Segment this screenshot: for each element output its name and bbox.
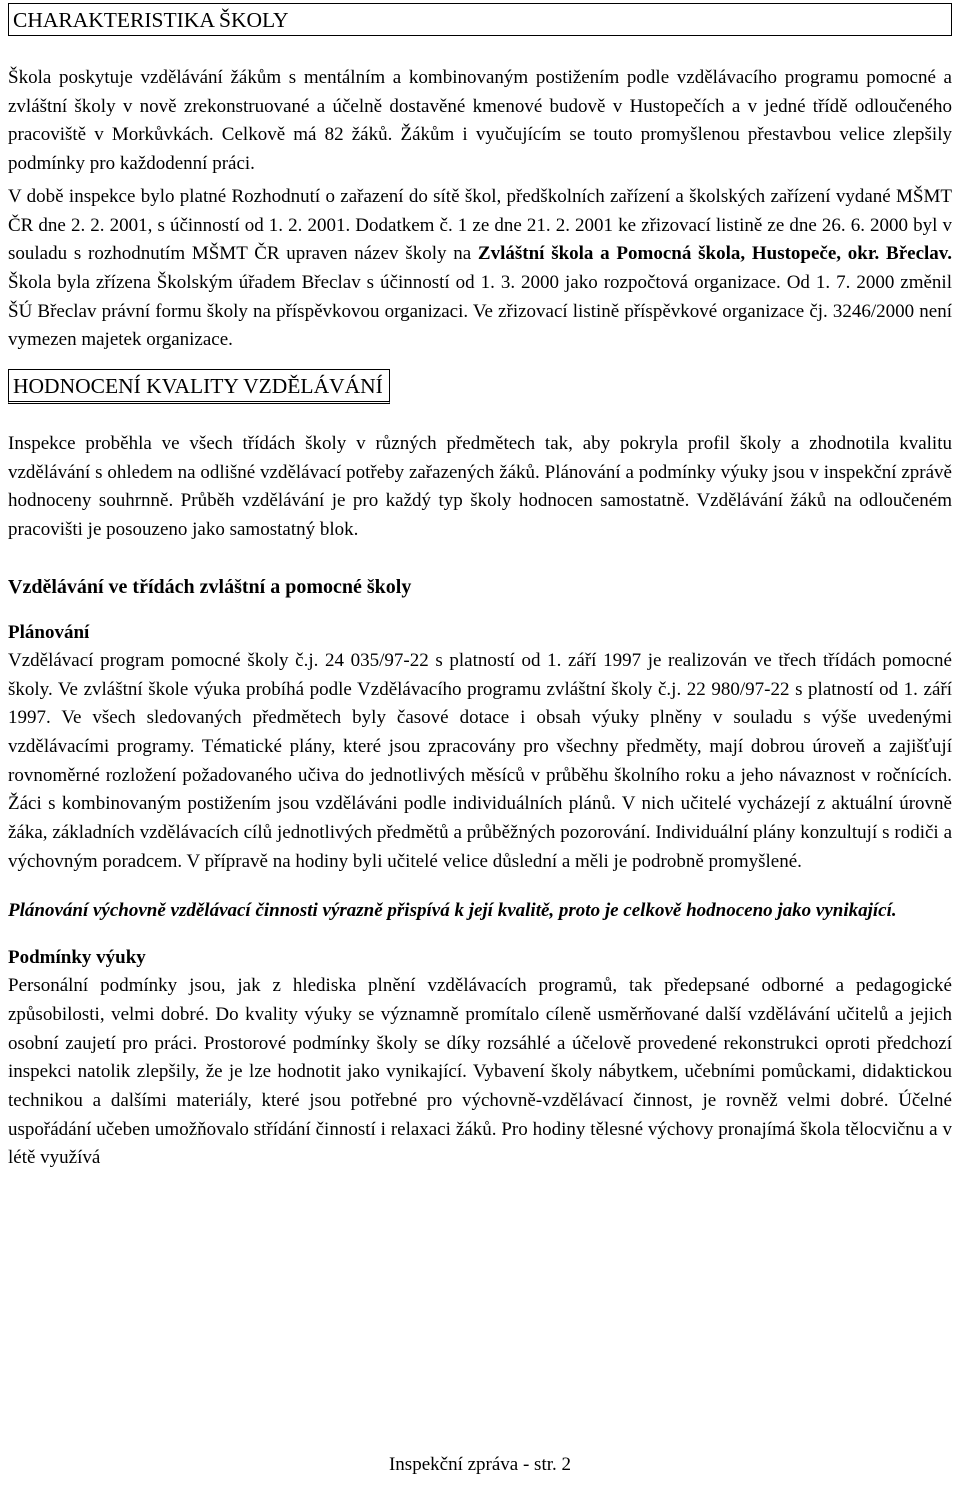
- paragraph-inspection-scope: Inspekce proběhla ve všech třídách školy v různých předmětech tak, aby pokryla profil školy a zhodnotila kvalitu vzdělávání s ohledem na odlišné vzdělávací potřeby zařazených žáků. Plánování a podmínky výuky jsou v inspekční zprávě hodnoceny souhrnně. Průběh vzdělávání je pro každý typ školy hodnocen samostatně. Vzdělávání žáků na odloučeném pracovišti je posouzeno jako samostatný blok.: [8, 433, 952, 541]
- paragraph-school-profile: Škola poskytuje vzdělávání žákům s mentálním a kombinovaným postižením podle vzdělávacího programu pomocné a zvláštní školy v nově zrekonstruované a účelně dostavěné kmenové budově v Hustopečích a v jedné třídě odloučeného pracoviště v Morkůvkách. Celkově má 82 žáků. Žákům i vyučujícím se touto promyšlenou přestavbou velice zlepšily podmínky pro každodenní práci.: [8, 67, 952, 175]
- paragraph-planning: Vzdělávací program pomocné školy č.j. 24 035/97-22 s platností od 1. září 1997 je realizován ve třech třídách pomocné školy. Ve zvláštní škole výuka probíhá podle Vzdělávacího programu zvláštní školy č.j. 22 980/97-22 s platností od 1. září 1997. Ve všech sledovaných předmětech byly časové dotace i obsah výuky plněny v souladu s výše uvedenými vzdělávacími programy. Tématické plány, které jsou zpracovány pro všechny předměty, mají dobrou úroveň a zajišťují rovnoměrné rozložení požadovaného učiva do jednotlivých měsíců v průběhu školního roku a jeho návaznost v ročnících. Žáci s kombinovaným postižením jsou vzděláváni podle individuálních plánů. V nich učitelé vycházejí z aktuální úrovně žáka, základních vzdělávacích cílů jednotlivých předmětů a průběžných pozorování. Individuální plány konzultují s rodiči a výchovným poradcem. V přípravě na hodiny byli učitelé velice důslední a měli je podrobně promyšlené.: [8, 649, 952, 872]
- section-title-characteristics: CHARAKTERISTIKA ŠKOLY: [8, 3, 952, 36]
- legal-status-text-1: V době inspekce bylo platné Rozhodnutí o zařazení do sítě škol, předškolních zařízení a školských zařízení vydané MŠMT ČR dne 2. 2. 2001, s účinností od 1. 2. 2001. Dodatkem č. 1 ze dne 21. 2. 2001 ke zřizovací listině ze dne 26. 6. 2000 byl v souladu s rozhodnutím MŠMT ČR upraven název školy na: [8, 185, 952, 265]
- paragraph-conditions: Personální podmínky jsou, jak z hlediska plnění vzdělávacích programů, tak předepsané odborné a pedagogické způsobilosti, velmi dobré. Do kvality výuky se významně promítalo cíleně usměrňované další vzdělávání učitelů a jejich osobní zaujetí pro práci. Prostorové podmínky školy se díky rozsáhlé a účelově provedené rekonstrukci oproti předchozí inspekci natolik zlepšily, že je lze hodnotit jako vynikající. Vybavení školy nábytkem, učebními pomůckami, didaktickou technikou a dalšími materiály, které jsou potřebné pro výchovně-vzdělávací činnost, je rovněž velmi dobré. Účelné uspořádání učeben umožňovalo střídání činností i relaxaci žáků. Pro hodiny tělesné výchovy pronajímá škola tělocvičnu a v létě využívá: [8, 975, 952, 1169]
- page-footer: Inspekční zpráva - str. 2: [388, 1454, 572, 1475]
- planning-summary: Plánování výchovně vzdělávací činnosti výrazně přispívá k její kvalitě, proto je celkově hodnoceno jako vynikající.: [8, 900, 897, 922]
- paragraph-legal-status: [8, 183, 952, 355]
- section-title-quality: HODNOCENÍ KVALITY VZDĚLÁVÁNÍ: [8, 369, 390, 404]
- school-official-name: Zvláštní škola a Pomocná škola, Hustopeče, okr. Břeclav.: [477, 243, 952, 265]
- subsection-title: Vzdělávání ve třídách zvláštní a pomocné školy: [8, 575, 412, 598]
- legal-status-text-2: Škola byla zřízena Školským úřadem Břeclav s účinností od 1. 3. 2000 jako rozpočtová organizace. Od 1. 7. 2000 změnil ŠÚ Břeclav právní formu školy na příspěvkovou organizaci. Ve zřizovací listině příspěvkové organizace čj. 3246/2000 není vymezen majetek organizace.: [8, 271, 952, 351]
- document-page: [8, 0, 952, 1173]
- heading-planning: Plánování: [8, 621, 90, 643]
- heading-conditions: Podmínky výuky: [8, 947, 146, 969]
